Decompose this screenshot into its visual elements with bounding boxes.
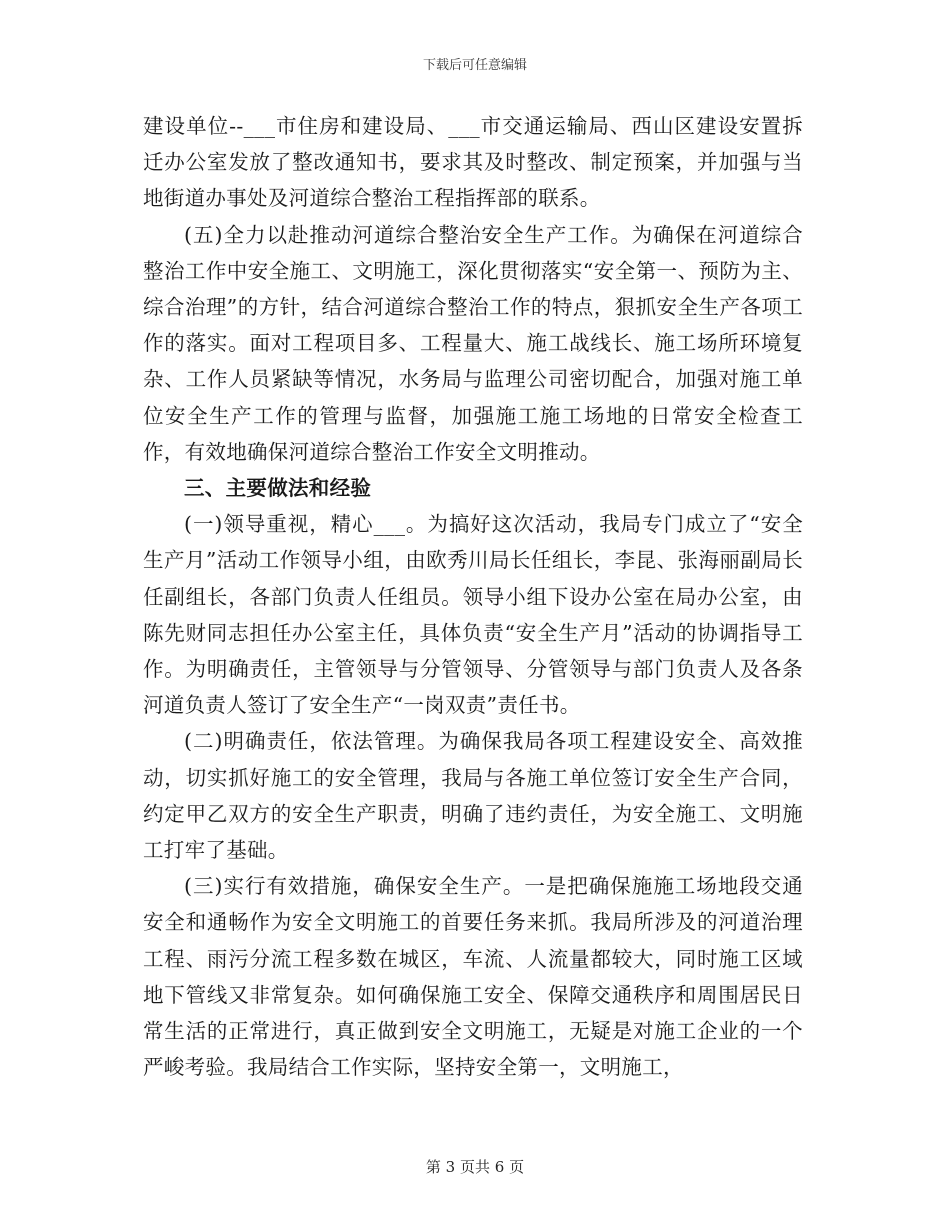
paragraph-continuation: 建设单位--___市住房和建设局、___市交通运输局、西山区建设安置拆迁办公室发放了整改通知书，要求其及时整改、制定预案，并加强与当地街道办事处及河道综合整治工程指挥部的联系。 xyxy=(143,114,803,211)
document-body xyxy=(143,108,803,1085)
paragraph-item-1: (一)领导重视，精心___。为搞好这次活动，我局专门成立了“安全生产月”活动工作领导小组，由欧秀川局长任组长，李昆、张海丽副局长任副组长，各部门负责人任组员。领导小组下设办公室在局办公室，由陈先财同志担任办公室主任，具体负责“安全生产月”活动的协调指导工作。为明确责任，主管领导与分管领导、分管领导与部门负责人及各条河道负责人签订了安全生产“一岗双责”责任书。 xyxy=(143,512,803,718)
paragraph-item-2: (二)明确责任，依法管理。为确保我局各项工程建设安全、高效推动，切实抓好施工的安全管理，我局与各施工单位签订安全生产合同，约定甲乙双方的安全生产职责，明确了违约责任，为安全施工、文明施工打牢了基础。 xyxy=(143,729,803,863)
page-header: 下载后可任意编辑 xyxy=(422,58,527,73)
paragraph-section-5: (五)全力以赴推动河道综合整治安全生产工作。为确保在河道综合整治工作中安全施工、文明施工，深化贯彻落实“安全第一、预防为主、综合治理”的方针，结合河道综合整治工作的特点，狠抓安全生产各项工作的落实。面对工程项目多、工程量大、施工战线长、施工场所环境复杂、工作人员紧缺等情况，水务局与监理公司密切配合，加强对施工单位安全生产工作的管理与监督，加强施工施工场地的日常安全检查工作，有效地确保河道综合整治工作安全文明推动。 xyxy=(143,222,803,464)
paragraph-item-3: (三)实行有效措施，确保安全生产。一是把确保施施工场地段交通安全和通畅作为安全文明施工的首要任务来抓。我局所涉及的河道治理工程、雨污分流工程多数在城区，车流、人流量都较大，同时施工区域地下管线又非常复杂。如何确保施工安全、保障交通秩序和周围居民日常生活的正常进行，真正做到安全文明施工，无疑是对施工企业的一个严峻考验。我局结合工作实际，坚持安全第一，文明施工， xyxy=(143,874,803,1080)
section-heading: 三、主要做法和经验 xyxy=(184,476,372,501)
page-number: 第 3 页共 6 页 xyxy=(425,1158,525,1176)
